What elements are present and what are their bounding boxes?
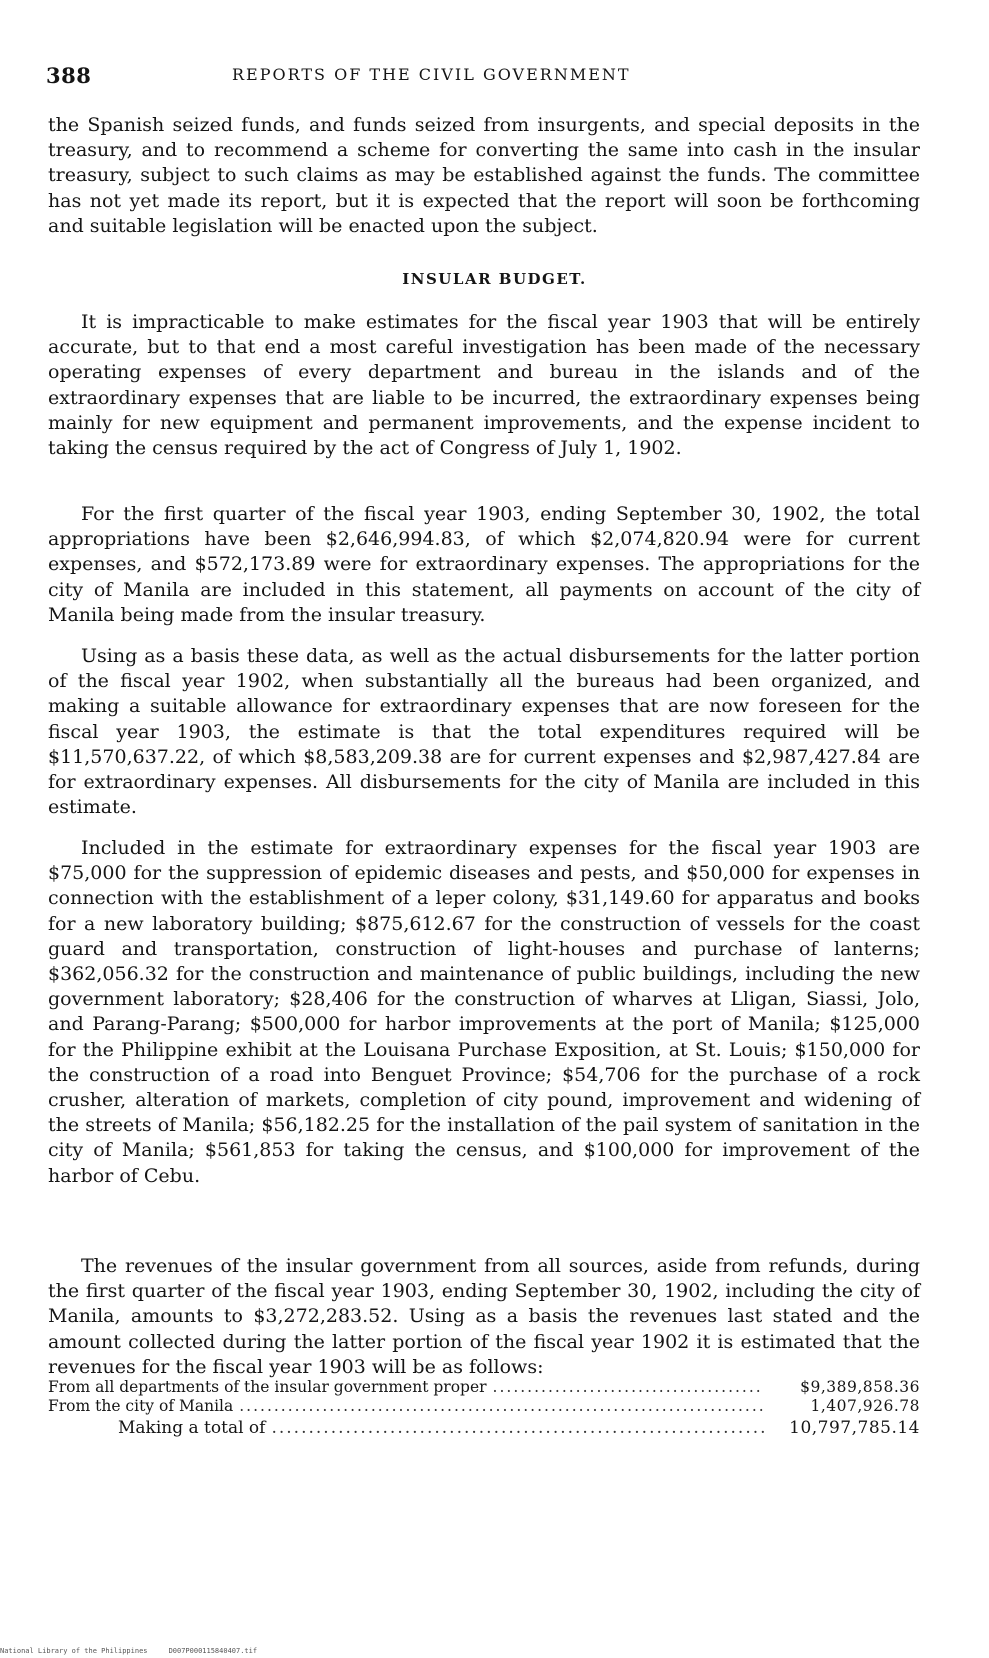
paragraph-total-expenditures: Using as a basis these data, as well as the actual disbursements for the latter portion of the fiscal year 1902, when substantially all the bureaus had been organized, and making a suitable allowance for extraordinary expenses that are now foreseen for the fiscal year 1903, the estimate is that the total expenditures required will be $11,570,637.22, of which $8,583,209.38 are for current expenses and $2,987,427.84 are for extraordinary expenses. All disbursements for the city of Manila are included in this estimate. [48, 645, 920, 819]
section-heading-insular-budget: INSULAR BUDGET. [402, 270, 587, 288]
paragraph-extraordinary-expenses: Included in the estimate for extraordinary expenses for the fiscal year 1903 are $75,000 for the suppression of epidemic diseases and pests, and $50,000 for expenses in connection with the establishment of a leper colony, $31,149.60 for apparatus and books for a new laboratory building; $875,612.67 for the construction of vessels for the coast guard and transportation, construction of light-houses and purchase of lanterns; $362,056.32 for the construction and maintenance of public buildings, including the new government laboratory; $28,406 for the construction of wharves at Lligan, Siassi, Jolo, and Parang-Parang; $500,000 for harbor improvements at the port of Manila; $125,000 for the Philippine exhibit at the Louisana Purchase Exposition, at St. Louis; $150,000 for the construction of a road into Benguet Province; $54,706 for the purchase of a rock crusher, alteration of markets, completion of city pound, improvement and widening of the streets of Manila; $56,182.25 for the installation of the pail system of sanitation in the city of Manila; $561,853 for taking the census, and $100,000 for improvement of the harbor of Cebu. [48, 837, 920, 1187]
revenue-total-amount: 10,797,785.14 [789, 1418, 920, 1438]
revenue-total [48, 1419, 920, 1438]
revenue-row-label: From all departments of the insular government proper [48, 1378, 487, 1396]
page-number: 388 [46, 63, 92, 88]
paragraph-continued: the Spanish seized funds, and funds seized from insurgents, and special deposits in the treasury, and to recommend a scheme for converting the same into cash in the insular treasury, subject to such claims as may be established against the funds. The committee has not yet made its report, but it is expected that the report will soon be forthcoming and suitable legislation will be enacted upon the subject. [48, 114, 920, 237]
page-header [46, 63, 926, 93]
revenue-total-row [48, 1419, 920, 1438]
paragraph-estimates: It is impracticable to make estimates for the fiscal year 1903 that will be entirely accurate, but to that end a most careful investigation has been made of the necessary operating expenses of every department and bureau in the islands and of the extraordinary expenses that are liable to be incurred, the extraordinary expenses being mainly for new equipment and permanent improvements, and the expense incident to taking the census required by the act of Congress of July 1, 1902. [48, 311, 920, 460]
scan-footer: National Library of the Philippines D007P000115840407.tif [0, 1647, 258, 1655]
paragraph-first-quarter: For the first quarter of the fiscal year 1903, ending September 30, 1902, the total appropriations have been $2,646,994.83, of which $2,074,820.94 were for current expenses, and $572,173.89 were for extraordinary expenses. The appropriations for the city of Manila are included in this statement, all payments on account of the city of Manila being made from the insular treasury. [48, 503, 920, 626]
revenue-row-amount: $9,389,858.36 [800, 1378, 920, 1396]
dot-leader [239, 1397, 764, 1416]
revenue-total-label: Making a total of [118, 1418, 266, 1438]
revenue-row-manila [48, 1397, 920, 1416]
dot-leader [271, 1419, 764, 1438]
paragraph-revenues: The revenues of the insular government from all sources, aside from refunds, during the first quarter of the fiscal year 1903, ending September 30, 1902, including the city of Manila, amounts to $3,272,283.52. Using as a basis the revenues last stated and the amount collected during the latter portion of the fiscal year 1902 it is estimated that the revenues for the fiscal year 1903 will be as follows: [48, 1255, 920, 1378]
revenue-row-amount: 1,407,926.78 [810, 1397, 920, 1415]
revenue-row-insular [48, 1378, 920, 1397]
revenue-table [48, 1378, 920, 1416]
dot-leader [493, 1378, 764, 1397]
revenue-row-label: From the city of Manila [48, 1397, 234, 1415]
running-title: REPORTS OF THE CIVIL GOVERNMENT [232, 65, 631, 84]
